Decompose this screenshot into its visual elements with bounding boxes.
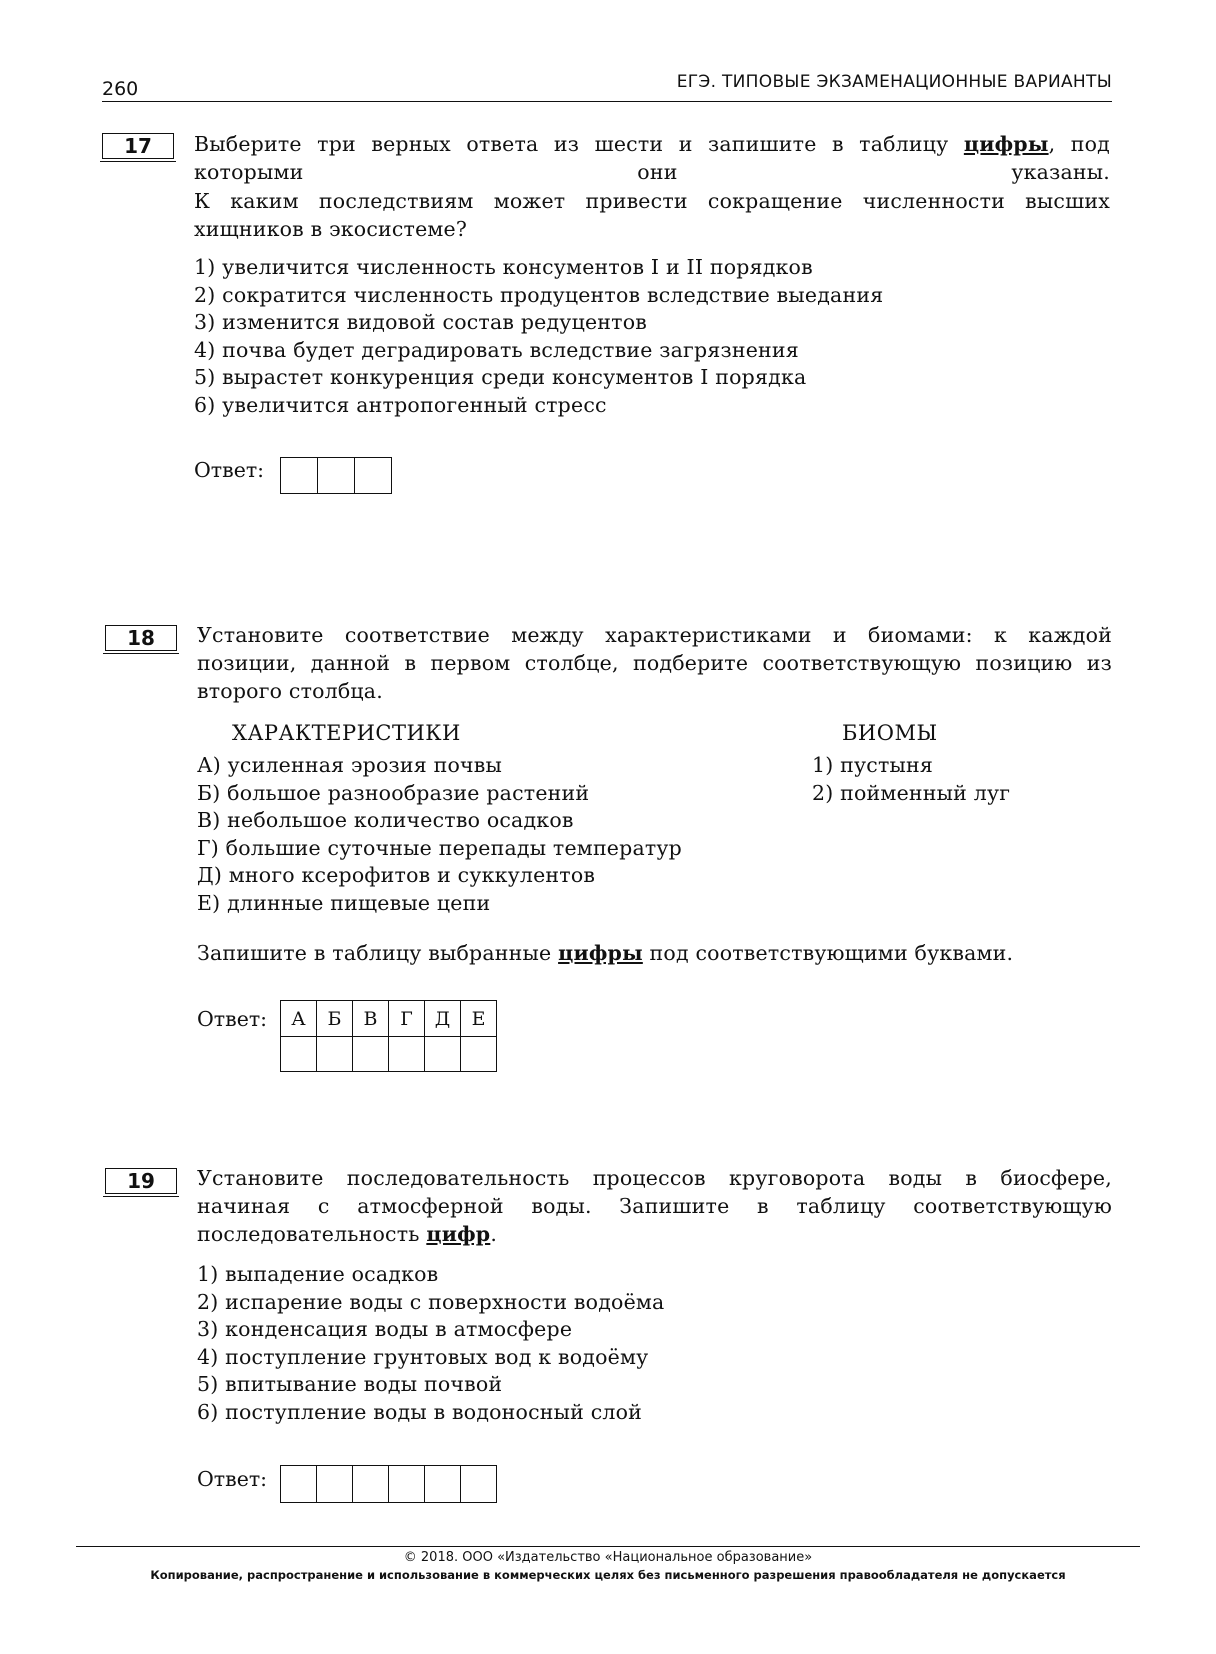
- copyright-notice: Копирование, распространение и использование в коммерческих целях без письменного разрешения правообладателя не допускается: [150, 1568, 1066, 1582]
- task-17-question: К каким последствиям может привести сокращение численности высших хищников в экосистеме?: [194, 189, 1110, 241]
- characteristics-header: ХАРАКТЕРИСТИКИ: [232, 721, 461, 745]
- answer-letter: А: [281, 1001, 317, 1037]
- task-17-instruction-tail: , под которыми они указаны.: [194, 132, 1110, 184]
- task-19-instruction: [197, 1164, 1112, 1248]
- answer-cell[interactable]: [461, 1466, 497, 1503]
- answer-cell[interactable]: [318, 458, 355, 494]
- task-17-option: 2) сократится численность продуцентов вследствие выедания: [194, 282, 884, 307]
- task-17-options: [194, 254, 883, 419]
- task-19-option: 1) выпадение осадков: [197, 1262, 439, 1286]
- task-19-option: 5) впитывание воды почвой: [197, 1372, 503, 1396]
- task-18-answer-label: Ответ:: [197, 1007, 268, 1031]
- task-18-fill-tail: под соответствующими буквами.: [649, 941, 1014, 965]
- running-title: ЕГЭ. ТИПОВЫЕ ЭКЗАМЕНАЦИОННЫЕ ВАРИАНТЫ: [676, 72, 1112, 92]
- answer-letter: Г: [389, 1001, 425, 1037]
- task-19-option: 3) конденсация воды в атмосфере: [197, 1317, 573, 1341]
- task-18-fill-text: Запишите в таблицу выбранные: [197, 941, 552, 965]
- answer-cell[interactable]: [425, 1466, 461, 1503]
- task-19-instruction-text: Установите последовательность процессов круговорота воды в биосфере, начиная с атмосферной воды. Запишите в таблицу соответствующую последовательность: [197, 1166, 1112, 1246]
- task-17-option: 3) изменится видовой состав редуцентов: [194, 310, 647, 334]
- task-18-instruction: Установите соответствие между характеристиками и биомами: к каждой позиции, данной в первом столбце, подберите соответствующую позицию из второго столбца.: [197, 623, 1112, 703]
- task-17-option: 1) увеличится численность консументов I и II порядков: [194, 255, 813, 279]
- answer-letter: Б: [317, 1001, 353, 1037]
- characteristic-item: Б) большое разнообразие растений: [197, 780, 590, 805]
- header-divider: [102, 101, 1112, 102]
- task-17-answer-label: Ответ:: [194, 458, 265, 482]
- answer-cell[interactable]: [425, 1037, 461, 1072]
- answer-cell[interactable]: [389, 1466, 425, 1503]
- answer-letter: Д: [425, 1001, 461, 1037]
- task-17-option: 5) вырастет конкуренция среди консументов I порядка: [194, 365, 807, 389]
- answer-cell[interactable]: [355, 458, 392, 494]
- biome-item: 1) пустыня: [812, 753, 934, 777]
- task-18-answer-table: [280, 1000, 497, 1072]
- answer-cell[interactable]: [389, 1037, 425, 1072]
- task-17-instruction-keyword: цифры: [963, 132, 1049, 156]
- task-19-answer-label: Ответ:: [197, 1467, 268, 1491]
- task-18-number: 18: [105, 625, 177, 651]
- task-19-option: 2) испарение воды с поверхности водоёма: [197, 1289, 665, 1314]
- task-17-instruction-text: Выберите три верных ответа из шести и запишите в таблицу: [194, 132, 949, 156]
- task-17-option: 4) почва будет деградировать вследствие загрязнения: [194, 337, 799, 362]
- task-17-number: 17: [102, 133, 174, 159]
- answer-cell[interactable]: [353, 1466, 389, 1503]
- characteristic-item: Г) большие суточные перепады температур: [197, 835, 683, 860]
- task-17-answer-table: [280, 457, 392, 494]
- task-18-fill-instruction: [197, 939, 1013, 967]
- biome-item: 2) пойменный луг: [812, 780, 1011, 805]
- characteristic-item: Е) длинные пищевые цепи: [197, 890, 491, 915]
- characteristic-item: Д) много ксерофитов и суккулентов: [197, 863, 596, 887]
- task-19-number: 19: [105, 1168, 177, 1194]
- page-number: 260: [102, 78, 139, 100]
- task-17-option: 6) увеличится антропогенный стресс: [194, 392, 607, 417]
- task-17-instruction: [194, 130, 1110, 186]
- task-19-instruction-end: .: [490, 1222, 498, 1246]
- copyright: © 2018. ООО «Издательство «Национальное образование»: [403, 1550, 813, 1565]
- answer-cell[interactable]: [281, 458, 318, 494]
- task-19-option: 6) поступление воды в водоносный слой: [197, 1399, 643, 1424]
- answer-cell[interactable]: [317, 1466, 353, 1503]
- task-19-option: 4) поступление грунтовых вод к водоёму: [197, 1344, 649, 1369]
- answer-letter: Е: [461, 1001, 497, 1037]
- footer-divider: [76, 1546, 1140, 1547]
- biomes-header: БИОМЫ: [842, 721, 938, 745]
- answer-cell[interactable]: [281, 1466, 317, 1503]
- answer-cell[interactable]: [461, 1037, 497, 1072]
- characteristic-item: В) небольшое количество осадков: [197, 808, 574, 832]
- task-18-fill-keyword: цифры: [558, 941, 643, 965]
- answer-letter: В: [353, 1001, 389, 1037]
- task-19-answer-table: [280, 1465, 497, 1503]
- task-19-options: [197, 1261, 664, 1426]
- task-19-instruction-keyword: цифр: [426, 1222, 491, 1246]
- characteristics-list: [197, 752, 682, 917]
- characteristic-item: А) усиленная эрозия почвы: [197, 753, 503, 777]
- answer-cell[interactable]: [353, 1037, 389, 1072]
- biomes-list: [812, 752, 1010, 807]
- answer-cell[interactable]: [281, 1037, 317, 1072]
- answer-cell[interactable]: [317, 1037, 353, 1072]
